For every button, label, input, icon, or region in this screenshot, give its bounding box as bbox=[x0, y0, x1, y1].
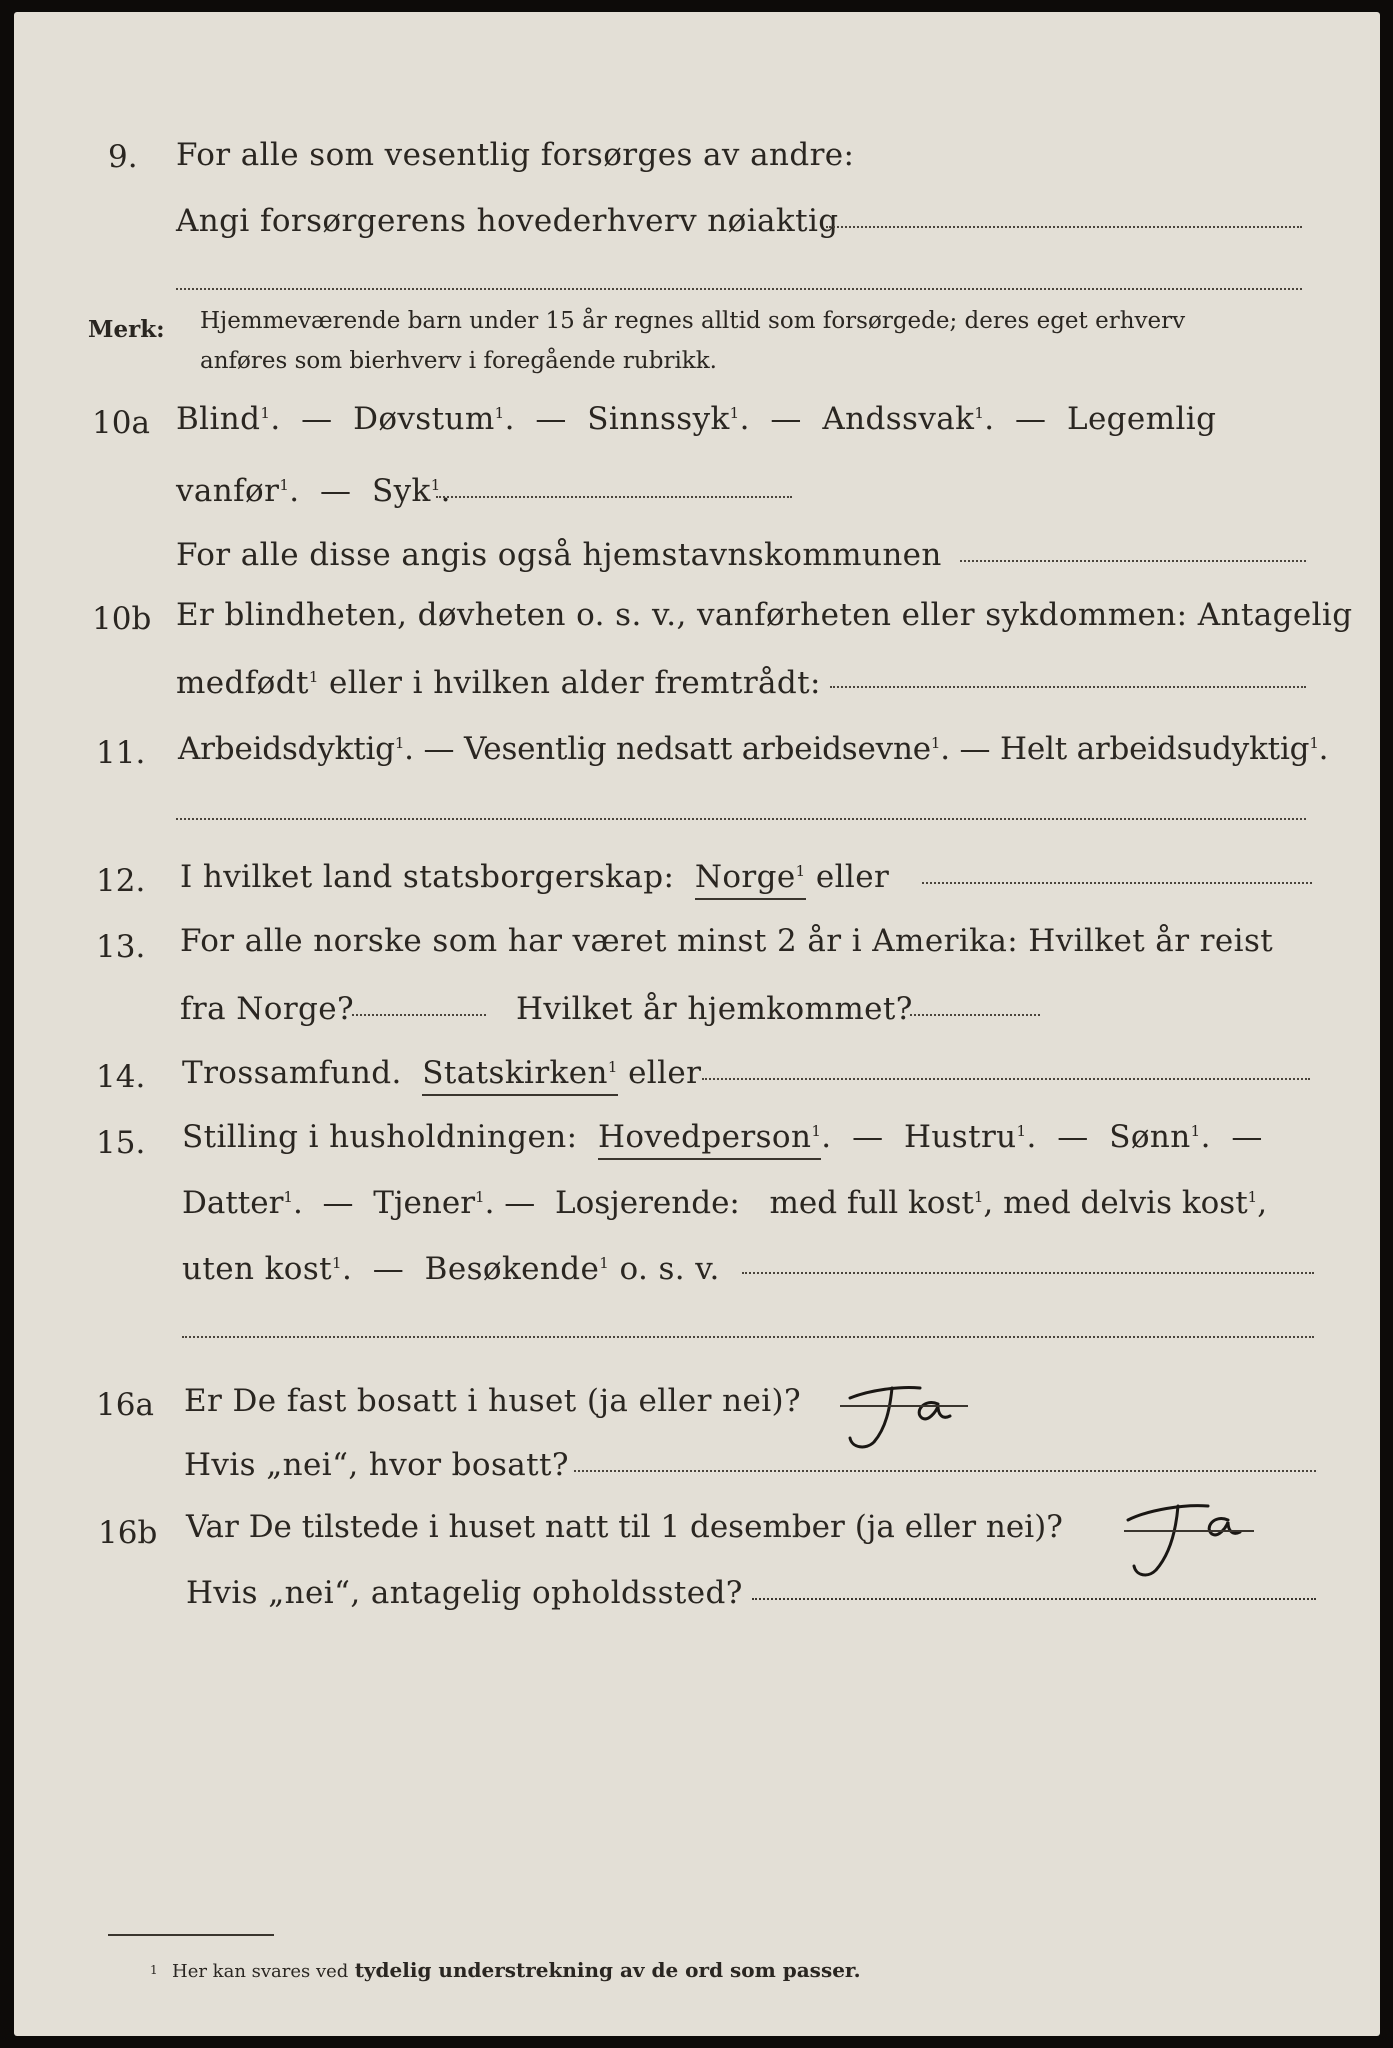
q10b-answer-line bbox=[830, 686, 1306, 688]
q15-answer-line bbox=[742, 1272, 1314, 1274]
merk-line1: Hjemmeværende barn under 15 år regnes alltid som forsørgede; deres eget erhverv bbox=[200, 308, 1186, 334]
q16b-number: 16b bbox=[98, 1515, 158, 1551]
q16b-line2: Hvis „nei“, antagelig opholdssted? bbox=[186, 1575, 743, 1611]
q15-line1: Stilling i husholdningen: Hovedperson$^1$. — Hustru$^1$. — Sønn$^1$. — bbox=[182, 1122, 1263, 1153]
opt-statskirken: Statskirken$^1$ bbox=[422, 1055, 618, 1096]
q9-answer-line bbox=[826, 226, 1302, 228]
opt-delvis-kost: med delvis kost bbox=[1003, 1185, 1248, 1221]
opt-vanfor: vanfør bbox=[176, 473, 280, 509]
q16a-answer-line bbox=[840, 1405, 968, 1407]
q16a-bosatt-line bbox=[574, 1470, 1316, 1472]
opt-blind: Blind bbox=[176, 401, 261, 437]
merk-line2: anføres som bierhverv i foregående rubrikk. bbox=[200, 348, 717, 374]
q15-line3: uten kost$^1$. — Besøkende$^1$ o. s. v. bbox=[182, 1251, 720, 1287]
q15-answer-line-2 bbox=[182, 1336, 1314, 1338]
q16b-handwritten-answer bbox=[1108, 1490, 1258, 1590]
q12-answer-line bbox=[922, 882, 1312, 884]
q13-reist-line bbox=[352, 1014, 486, 1016]
q14-eller: eller bbox=[628, 1055, 702, 1091]
footnote-text: Her kan svares ved tydelig understrekning av de ord som passer. bbox=[172, 1958, 861, 1982]
q14-number: 14. bbox=[96, 1059, 146, 1095]
q10b-line1: Er blindheten, døvheten o. s. v., vanførheten eller sykdommen: Antagelig bbox=[176, 597, 1353, 633]
q13-hjemkommet-line bbox=[910, 1014, 1040, 1016]
q10b-rest: eller i hvilken alder fremtrådt: bbox=[329, 665, 821, 701]
q13-number: 13. bbox=[96, 929, 146, 965]
q11-answer-line bbox=[176, 818, 1306, 820]
opt-dovstum: Døvstum bbox=[353, 401, 495, 437]
opt-andssvak: Andssvak bbox=[822, 401, 975, 437]
opt-uten-kost: uten kost bbox=[182, 1251, 333, 1287]
q10a-line3: For alle disse angis også hjemstavnskommunen bbox=[176, 537, 942, 573]
opt-syk: Syk bbox=[371, 473, 431, 509]
q16b-answer-line bbox=[1124, 1530, 1254, 1532]
q16a-line2: Hvis „nei“, hvor bosatt? bbox=[184, 1447, 569, 1483]
opt-besokende: Besøkende bbox=[424, 1251, 600, 1287]
q12-number: 12. bbox=[96, 863, 146, 899]
opt-vesentlig: Vesentlig nedsatt arbeidsevne bbox=[463, 731, 931, 767]
q9-number: 9. bbox=[108, 139, 138, 175]
q10a-syk-line bbox=[436, 496, 792, 498]
q9-answer-line-2 bbox=[176, 288, 1302, 290]
opt-helt: Helt arbeidsudyktig bbox=[1000, 731, 1310, 767]
q10b-line2: medfødt$^1$ eller i hvilken alder fremtrådt: bbox=[176, 665, 821, 701]
q15-text: Stilling i husholdningen: bbox=[182, 1119, 578, 1155]
q14-answer-line bbox=[702, 1078, 1310, 1080]
q14-text: Trossamfund. bbox=[182, 1055, 402, 1091]
q10a-hjemstavn-line bbox=[960, 560, 1306, 562]
q15-number: 15. bbox=[96, 1125, 146, 1161]
footnote-divider bbox=[108, 1934, 274, 1936]
q16b-opholdssted-line bbox=[752, 1598, 1316, 1600]
q16a-number: 16a bbox=[96, 1387, 154, 1423]
q11-line: Arbeidsdyktig$^1$. — Vesentlig nedsatt arbeidsevne$^1$. — Helt arbeidsudyktig$^1$. bbox=[178, 731, 1329, 767]
q15-osv: o. s. v. bbox=[619, 1251, 720, 1287]
opt-sonn: Sønn bbox=[1109, 1119, 1191, 1155]
q13-line2a: fra Norge? bbox=[180, 991, 355, 1027]
opt-sinnssyk: Sinnssyk bbox=[587, 401, 730, 437]
q16a-handwritten-answer bbox=[830, 1368, 970, 1458]
q16b-line1: Var De tilstede i huset natt til 1 desember (ja eller nei)? bbox=[186, 1509, 1063, 1545]
q10b-number: 10b bbox=[92, 601, 152, 637]
q9-line2: Angi forsørgerens hovederhverv nøiaktig bbox=[176, 203, 839, 239]
q12-text: I hvilket land statsborgerskap: bbox=[180, 859, 675, 895]
opt-hovedperson: Hovedperson$^1$ bbox=[598, 1119, 821, 1160]
opt-hustru: Hustru bbox=[903, 1119, 1017, 1155]
q12-line bbox=[180, 859, 890, 895]
q9-line1: For alle som vesentlig forsørges av andre: bbox=[176, 137, 855, 173]
q10a-number: 10a bbox=[92, 405, 150, 441]
opt-arbeidsdyktig: Arbeidsdyktig bbox=[178, 731, 395, 767]
q16a-line1: Er De fast bosatt i huset (ja eller nei)? bbox=[184, 1383, 802, 1419]
q13-line2b: Hvilket år hjemkommet? bbox=[516, 991, 913, 1027]
q12-eller: eller bbox=[815, 859, 890, 895]
q10a-line2: vanfør$^1$. — Syk$^1$. bbox=[176, 473, 451, 509]
q13-line1: For alle norske som har været minst 2 år i Amerika: Hvilket år reist bbox=[180, 923, 1274, 959]
opt-full-kost: med full kost bbox=[769, 1185, 974, 1221]
opt-losjerende: Losjerende: bbox=[555, 1185, 740, 1221]
q11-number: 11. bbox=[96, 735, 146, 771]
q10a-line1: Blind$^1$. — Døvstum$^1$. — Sinnssyk$^1$. — Andssvak$^1$. — Legemlig bbox=[176, 401, 1217, 437]
opt-datter: Datter bbox=[182, 1185, 284, 1221]
merk-label: Merk: bbox=[88, 316, 165, 343]
q15-line2: Datter$^1$. — Tjener$^1$. — Losjerende: med full kost$^1$, med delvis kost$^1$, bbox=[182, 1185, 1268, 1221]
opt-norge: Norge$^1$ bbox=[695, 859, 806, 900]
svg-text:Ja: Ja bbox=[830, 1368, 831, 1369]
opt-legemlig: Legemlig bbox=[1066, 401, 1217, 437]
q14-line bbox=[182, 1055, 702, 1091]
opt-medfodt: medfødt bbox=[176, 665, 309, 701]
opt-tjener: Tjener bbox=[373, 1185, 476, 1221]
footnote-mark: 1 bbox=[150, 1963, 158, 1977]
